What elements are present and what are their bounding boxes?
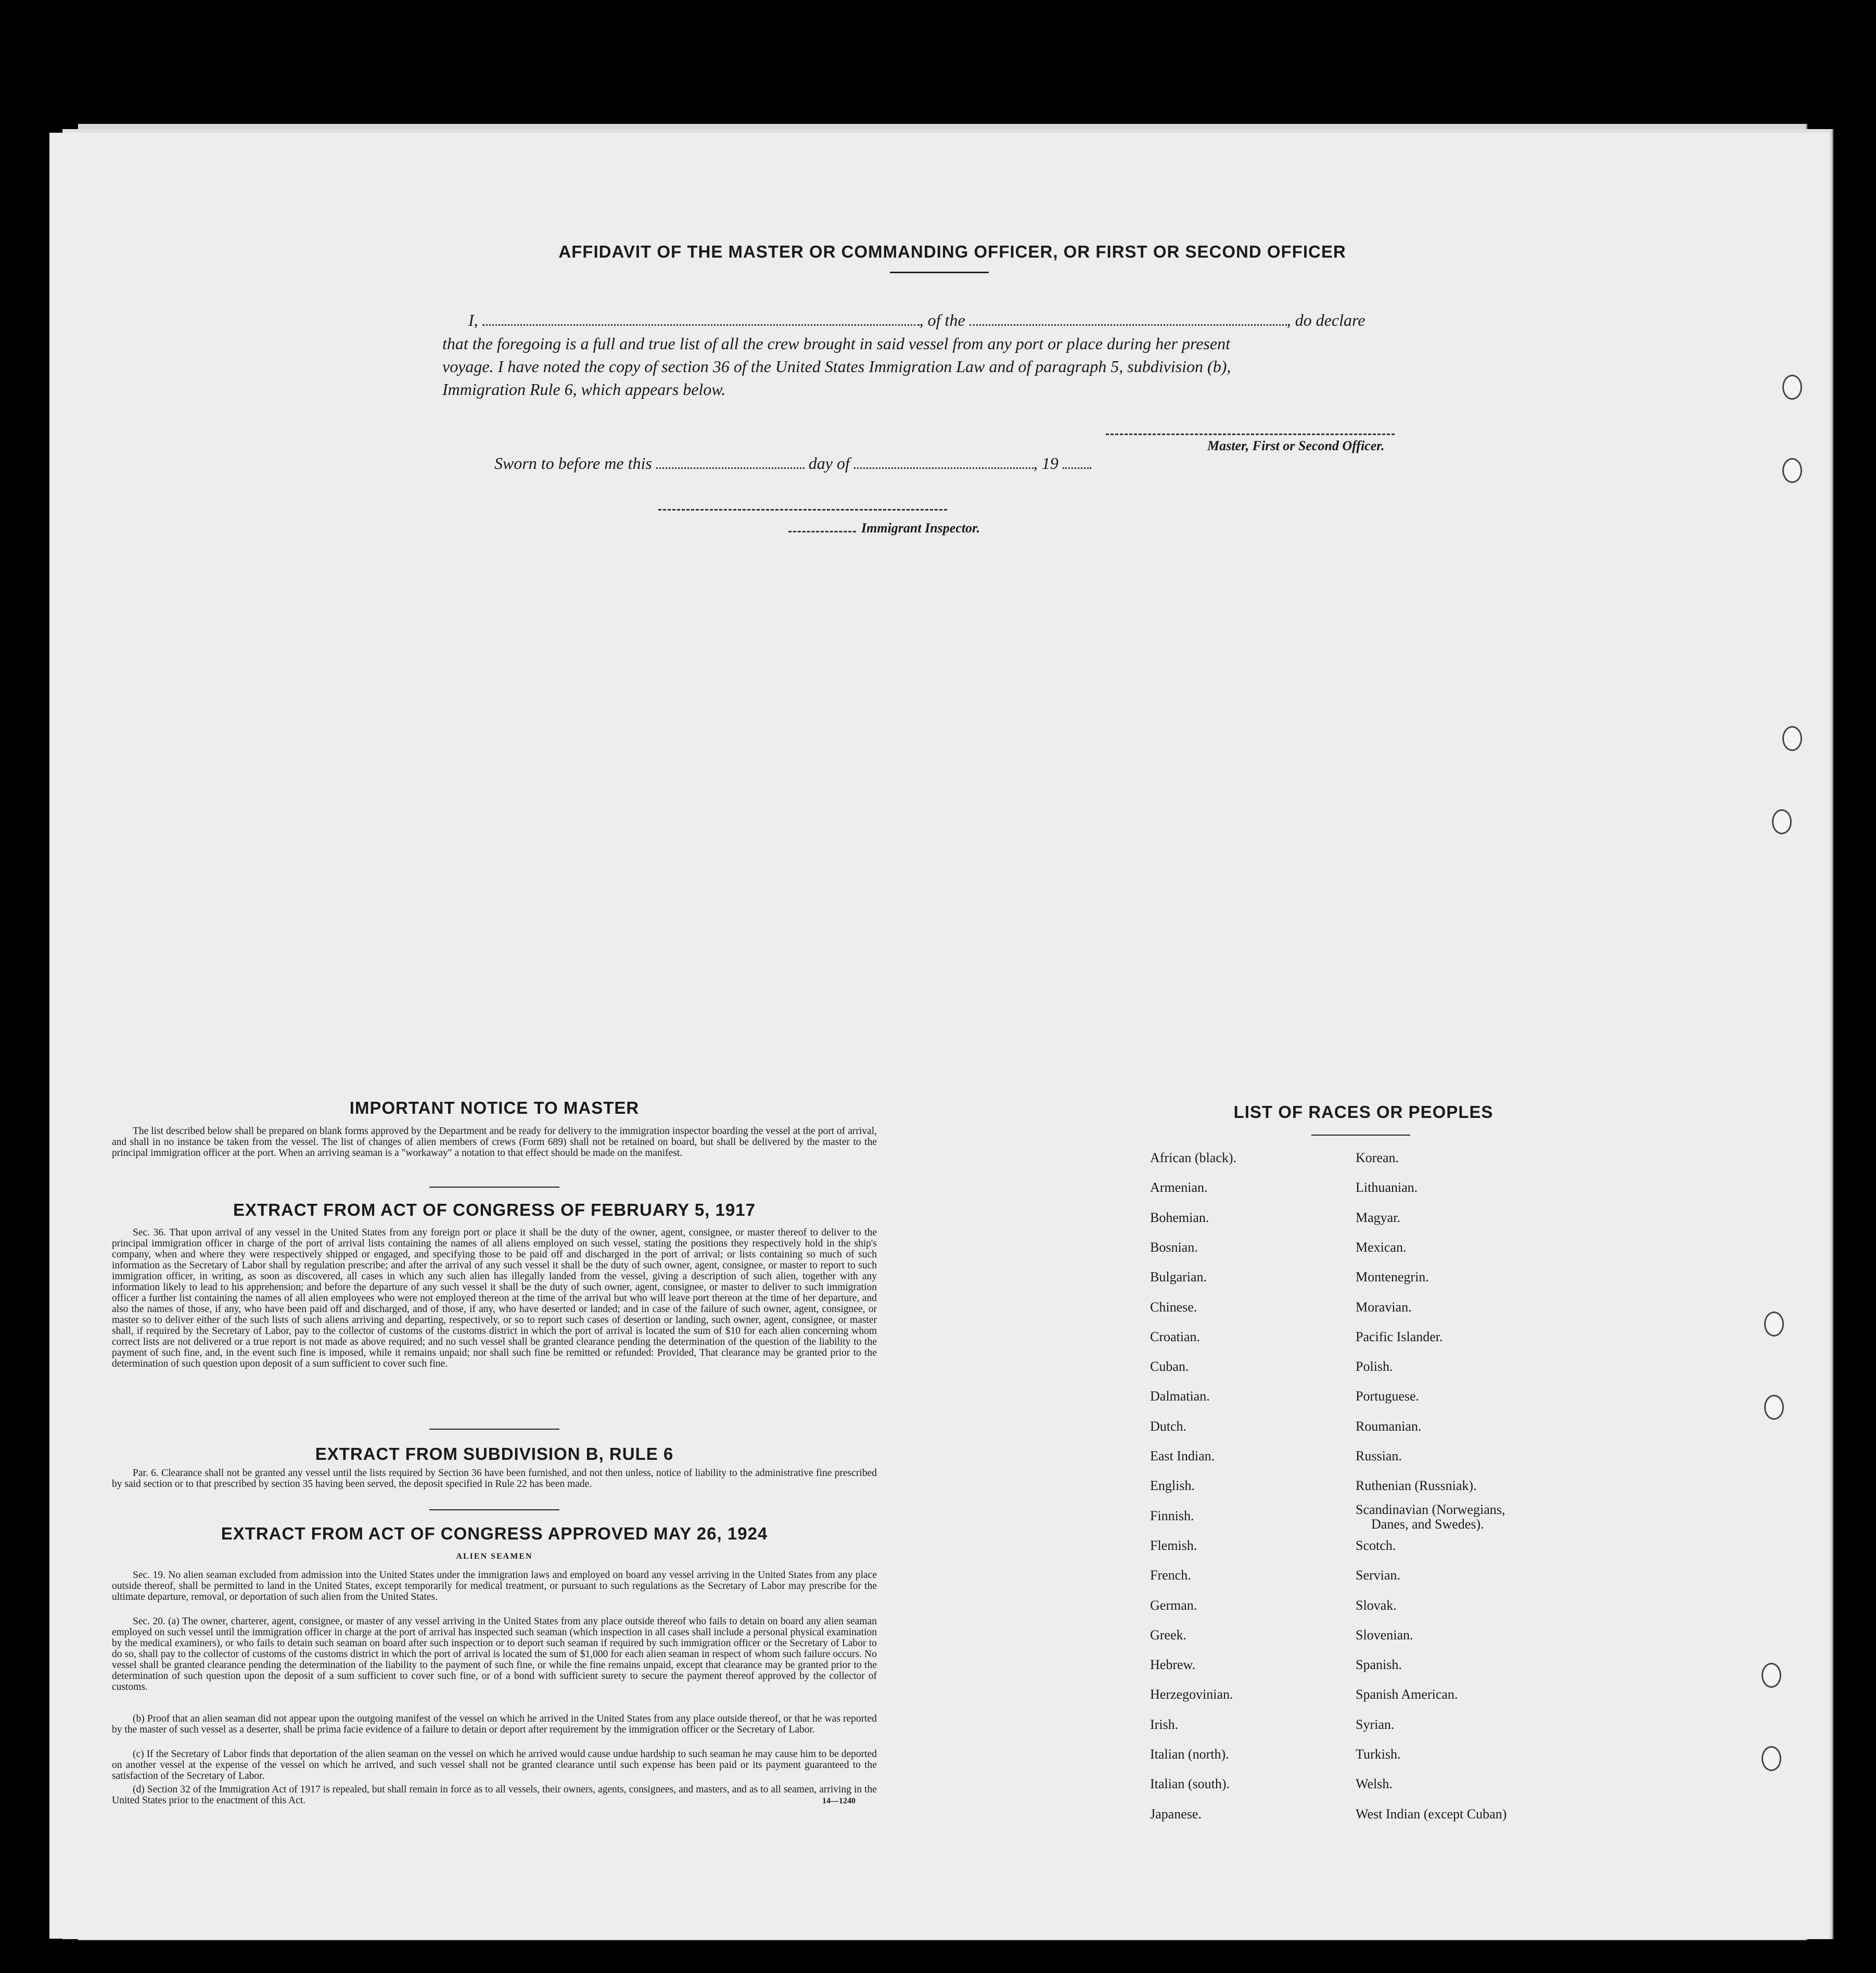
extract-1924-sec20a: Sec. 20. (a) The owner, charterer, agent, consignee, or master of any vessel arriving in the United States from any place outside thereof who fails to detain on board any alien seaman employed on such vessel until the immigration officer in charge at the port of arrival has inspected such seaman (which inspection in all cases shall include a personal physical examination by the medical examiners), or who fails to detain such seaman on board after such inspection or to deport such seaman if required by such immigration officer or the Secretary of Labor to do so, shall pay to the collector of customs of the customs district in which the port of arrival is located the sum of $1,000 for each alien seaman in respect of whom such failure occurs. No vessel shall be granted clearance pending the determination of the liability to the payment of such fine, or while the fine remains unpaid, except that clearance may be granted prior to the determination of such question upon the deposit of a sum sufficient to cover such fine, or of a bond with sufficient surety to secure the payment thereof approved by the collector of customs. (112, 1616, 877, 1692)
race-item: Dutch. (1150, 1418, 1187, 1434)
affidavit-line-1 (468, 311, 1365, 330)
race-item: Herzegovinian. (1150, 1687, 1233, 1702)
binder-hole (1782, 458, 1802, 483)
race-item: Finnish. (1150, 1508, 1194, 1523)
race-item: Korean. (1356, 1150, 1399, 1165)
sworn-day-blank[interactable] (656, 460, 805, 469)
extract-rule6-rule (429, 1509, 559, 1510)
race-item: Turkish. (1356, 1747, 1401, 1762)
alien-seamen-subhead: ALIEN SEAMEN (456, 1552, 533, 1561)
inspector-short-line (788, 531, 856, 532)
race-item: East Indian. (1150, 1448, 1215, 1463)
race-item: Japanese. (1150, 1806, 1202, 1822)
affidavit-of-the-label: , of the (919, 311, 965, 329)
race-item: Magyar. (1356, 1210, 1400, 1225)
extract-1924-title: EXTRACT FROM ACT OF CONGRESS APPROVED MAY 26, 1924 (221, 1524, 768, 1543)
extract-rule6-text: Par. 6. Clearance shall not be granted any vessel until the lists required by Section 36 have been furnished, and not then unless, notice of liability to the administrative fine prescribed by said section or to that prescribed by section 35 having been served, the deposit specified in Rule 22 has been made. (112, 1468, 877, 1490)
race-item: French. (1150, 1568, 1191, 1583)
race-item: Flemish. (1150, 1537, 1197, 1553)
binder-hole (1782, 726, 1802, 751)
sworn-day-of: day of (808, 454, 850, 473)
affidavit-title-rule (890, 272, 989, 273)
extract-1917-text: Sec. 36. That upon arrival of any vessel in the United States from any foreign port or place it shall be the duty of the owner, agent, consignee, or master thereof to deliver to the principal immigration officer in charge of the port of arrival lists containing the names of all aliens employed on such vessel, stating the positions they respectively hold in the ship's company, when and where they were respectively shipped or engaged, and specifying those to be paid off and discharged in the port of arrival; or lists containing so much of such information as the Secretary of Labor shall by regulation prescribe; and after the arrival of any such vessel it shall be the duty of such owner, agent, consignee, or master to report to such immigration officer, in writing, as soon as discovered, all cases in which any such alien has illegally landed from the vessel, giving a description of such alien, together with any information likely to lead to his apprehension; and before the departure of any such vessel it shall be the duty of such owner, agent, consignee, or master to deliver to such immigration officer a further list containing the names of all alien employees who were not employed thereon at the time of the arrival but who will leave port thereon at the time of her departure, and also the names of those, if any, who have been paid off and discharged, and of those, if any, who have deserted or landed; and in case of the failure of such owner, agent, consignee, or master so to deliver either of the such lists of such aliens arriving and departing, respectively, or so to report such cases of desertion or landing, such owner, agent, consignee, or master shall, if required by the Secretary of Labor, pay to the collector of customs of the customs district in which the port of arrival is located the sum of $10 for each alien concerning whom correct lists are not delivered or a true report is not made as above required; and no such vessel shall be granted clearance pending the determination of the question of the liability to the payment of such fine, and, in the event such fine is imposed, while it remains unpaid; nor shall such fine be remitted or refunded: Provided, That clearance may be granted prior to the determination of such question upon deposit of a sum sufficient to cover such fine. (112, 1227, 877, 1369)
race-item: Roumanian. (1356, 1418, 1422, 1434)
extract-1924-sec19: Sec. 19. No alien seaman excluded from admission into the United States under the immigration laws and employed on board any vessel arriving in the United States from any place outside thereof, shall be permitted to land in the United States, except temporarily for medical treatment, or pursuant to such regulations as the Secretary of Labor may prescribe for the ultimate departure, removal, or deportation of such alien from the United States. (112, 1570, 877, 1602)
extract-1924-sec20c: (c) If the Secretary of Labor finds that deportation of the alien seaman on the vessel on which he arrived would cause undue hardship to such seaman he may cause him to be deported on another vessel at the expense of the vessel on which he arrived, and such vessel shall not be granted clearance until such expense has been paid or its payment guaranteed to the satisfaction of the Secretary of Labor. (112, 1749, 877, 1781)
sworn-year-blank[interactable] (1063, 460, 1091, 469)
vessel-blank[interactable] (969, 317, 1287, 326)
master-signature-line[interactable] (1106, 434, 1395, 435)
binder-hole (1772, 809, 1792, 834)
sworn-line (494, 454, 1091, 473)
race-item: Greek. (1150, 1627, 1187, 1643)
inspector-label: Immigrant Inspector. (861, 520, 980, 536)
sworn-month-blank[interactable] (854, 460, 1033, 469)
race-item: English. (1150, 1478, 1195, 1494)
race-item: Portuguese. (1356, 1389, 1420, 1404)
race-item: Moravian. (1356, 1299, 1412, 1315)
notice-text: The list described below shall be prepared on blank forms approved by the Department and be ready for delivery to the immigration inspector boarding the vessel at the port of arrival, and shall in no instance be taken from the vessel. The list of changes of alien members of crews (Form 689) shall not be retained on board, but shall be delivered by the master to the principal immigration officer at the port. When an arriving seaman is a "workaway" a notation to that effect should be made on the manifest. (112, 1126, 877, 1159)
race-item: African (black). (1150, 1150, 1237, 1165)
race-item: Polish. (1356, 1359, 1393, 1374)
sworn-year: , 19 (1033, 454, 1058, 473)
race-item: Lithuanian. (1356, 1180, 1418, 1195)
master-signature-label: Master, First or Second Officer. (1207, 438, 1385, 453)
binder-hole (1764, 1395, 1784, 1420)
race-item: Croatian. (1150, 1329, 1201, 1344)
race-item: Cuban. (1150, 1359, 1189, 1374)
binder-hole (1762, 1746, 1781, 1771)
race-item: Scandinavian (Norwegians, (1356, 1501, 1505, 1517)
affidavit-i-label: I, (468, 311, 478, 329)
inspector-signature-line[interactable] (658, 509, 947, 511)
race-item: Montenegrin. (1356, 1269, 1429, 1285)
race-item: Danes, and Swedes). (1371, 1516, 1484, 1532)
race-item: Russian. (1356, 1448, 1402, 1463)
form-number: 14—1240 (822, 1797, 856, 1805)
race-item: Mexican. (1356, 1239, 1407, 1255)
affidavit-line-3: voyage. I have noted the copy of section 36 of the United States Immigration Law and of paragraph 5, subdivision (b), (442, 357, 1231, 376)
name-blank[interactable] (482, 317, 920, 326)
race-item: Syrian. (1356, 1716, 1395, 1732)
binder-hole (1782, 375, 1802, 400)
race-item: West Indian (except Cuban) (1356, 1806, 1507, 1822)
race-item: Bohemian. (1150, 1210, 1209, 1225)
races-title-rule (1311, 1135, 1410, 1136)
races-title: LIST OF RACES OR PEOPLES (1233, 1102, 1494, 1122)
race-item: Italian (north). (1150, 1747, 1229, 1762)
race-item: Spanish American. (1356, 1687, 1458, 1702)
extract-1924-sec20b: (b) Proof that an alien seaman did not appear upon the outgoing manifest of the vessel on which he arrived in the United States from any place outside thereof, or that he was reported by the master of such vessel as a deserter, shall be prima facie evidence of a failure to detain or deport after requirement by the immigration officer or the Secretary of Labor. (112, 1713, 877, 1735)
race-item: Spanish. (1356, 1657, 1402, 1673)
notice-rule (429, 1187, 559, 1188)
race-item: Scotch. (1356, 1537, 1396, 1553)
extract-1924-sec20d: (d) Section 32 of the Immigration Act of 1917 is repealed, but shall remain in force as to all vessels, their owners, agents, consignees, and masters, and as to all seamen, arriving in the United States prior to the enactment of this Act. (112, 1784, 877, 1806)
race-item: Slovak. (1356, 1597, 1397, 1613)
affidavit-line-2: that the foregoing is a full and true list of all the crew brought in said vessel from any port or place during her present (442, 334, 1230, 353)
binder-hole (1762, 1663, 1781, 1688)
extract-rule6-title: EXTRACT FROM SUBDIVISION B, RULE 6 (315, 1444, 674, 1463)
race-item: Bulgarian. (1150, 1269, 1207, 1285)
race-item: Italian (south). (1150, 1776, 1230, 1792)
race-item: Servian. (1356, 1568, 1400, 1583)
race-item: Hebrew. (1150, 1657, 1196, 1673)
race-item: Welsh. (1356, 1776, 1393, 1792)
binder-hole (1764, 1312, 1784, 1336)
race-item: Ruthenian (Russniak). (1356, 1478, 1477, 1494)
extract-1917-rule (429, 1429, 559, 1430)
affidavit-declare-label: , do declare (1286, 311, 1365, 329)
extract-1917-title: EXTRACT FROM ACT OF CONGRESS OF FEBRUARY 5, 1917 (233, 1200, 756, 1219)
notice-title: IMPORTANT NOTICE TO MASTER (349, 1098, 640, 1117)
race-item: Dalmatian. (1150, 1389, 1210, 1404)
race-item: Armenian. (1150, 1180, 1208, 1195)
race-item: Slovenian. (1356, 1627, 1413, 1643)
sworn-prefix: Sworn to before me this (494, 454, 652, 473)
affidavit-title: AFFIDAVIT OF THE MASTER OR COMMANDING OFFICER, OR FIRST OR SECOND OFFICER (558, 242, 1346, 261)
race-item: Bosnian. (1150, 1239, 1198, 1255)
race-item: German. (1150, 1597, 1197, 1613)
affidavit-line-4: Immigration Rule 6, which appears below. (442, 380, 726, 399)
race-item: Irish. (1150, 1716, 1179, 1732)
race-item: Pacific Islander. (1356, 1329, 1443, 1344)
race-item: Chinese. (1150, 1299, 1197, 1315)
